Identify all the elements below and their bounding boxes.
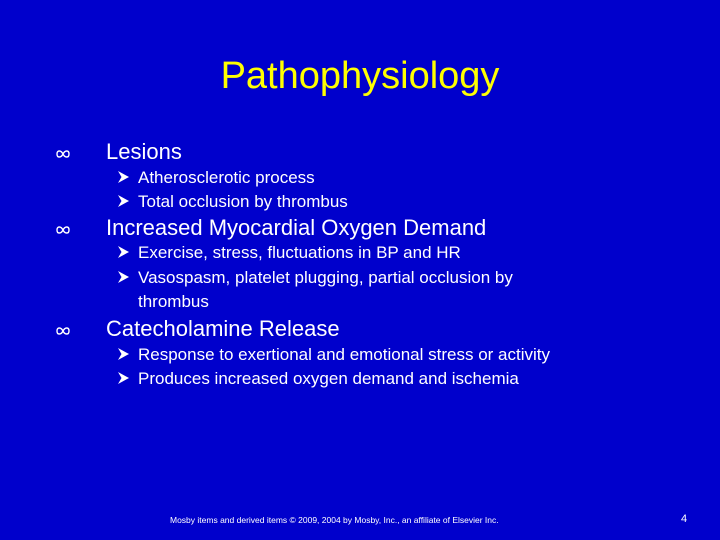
bullet-label: Increased Myocardial Oxygen Demand [106, 215, 487, 240]
sub-bullet-label: Atherosclerotic process [138, 168, 315, 187]
infinity-bullet-icon [56, 149, 70, 159]
arrowhead-bullet-icon [118, 271, 129, 283]
arrowhead-bullet-icon [118, 372, 129, 384]
slide-title: Pathophysiology [220, 55, 500, 97]
sub-bullet-continuation-label: thrombus [138, 292, 209, 311]
bullet-label: Lesions [106, 139, 182, 164]
sub-bullet-label: Total occlusion by thrombus [138, 192, 348, 211]
infinity-bullet-icon [56, 225, 70, 235]
arrowhead-bullet-icon [118, 348, 129, 360]
sub-bullet-label: Produces increased oxygen demand and ischemia [138, 369, 519, 388]
sub-bullet-label: Exercise, stress, fluctuations in BP and HR [138, 243, 461, 262]
sub-bullet-label: Vasospasm, platelet plugging, partial occlusion by [138, 268, 513, 287]
arrowhead-bullet-icon [118, 171, 129, 183]
infinity-bullet-icon [56, 326, 70, 336]
arrowhead-bullet-icon [118, 246, 129, 258]
bullet-label: Catecholamine Release [106, 316, 340, 341]
copyright-footer: Mosby items and derived items © 2009, 2004 by Mosby, Inc., an affiliate of Elsevier Inc. [170, 515, 499, 525]
page-number: 4 [681, 513, 688, 525]
sub-bullet-label: Response to exertional and emotional stress or activity [138, 345, 550, 364]
arrowhead-bullet-icon [118, 195, 129, 207]
